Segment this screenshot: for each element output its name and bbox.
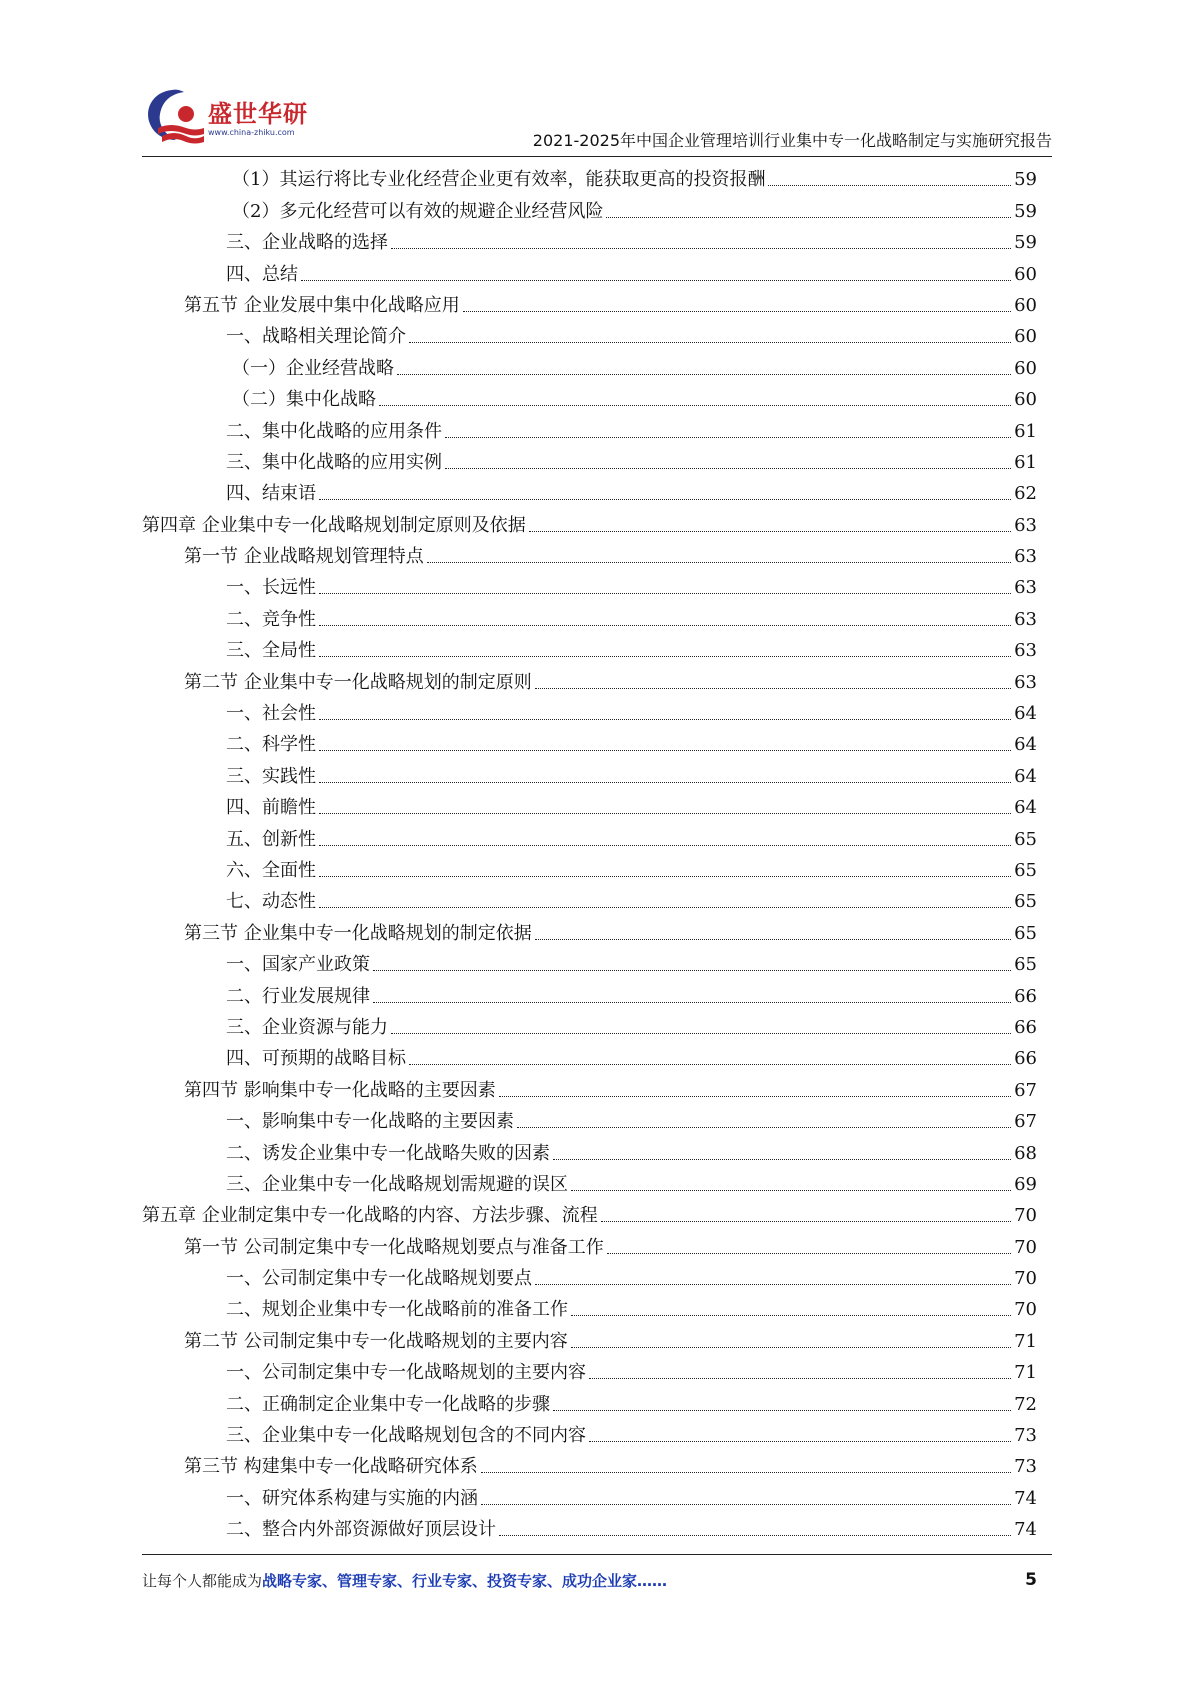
toc-entry[interactable] xyxy=(142,1040,1037,1071)
toc-entry[interactable] xyxy=(142,569,1037,600)
toc-entry[interactable] xyxy=(142,1291,1037,1322)
toc-entry-page: 71 xyxy=(1014,1362,1037,1384)
toc-entry[interactable] xyxy=(142,1354,1037,1385)
document-title: 2021-2025年中国企业管理培训行业集中专一化战略制定与实施研究报告 xyxy=(532,131,1052,150)
toc-entry[interactable] xyxy=(142,1511,1037,1542)
toc-dot-leader xyxy=(571,1315,1011,1316)
toc-entry-page: 59 xyxy=(1014,232,1037,254)
toc-dot-leader xyxy=(499,1096,1011,1097)
toc-dot-leader xyxy=(589,1378,1011,1379)
toc-entry-page: 67 xyxy=(1014,1111,1037,1133)
toc-entry-page: 64 xyxy=(1014,797,1037,819)
toc-dot-leader xyxy=(391,1033,1011,1034)
toc-entry[interactable] xyxy=(142,349,1037,380)
toc-entry-title: 第二节 企业集中专一化战略规划的制定原则 xyxy=(184,671,532,693)
toc-entry[interactable] xyxy=(142,538,1037,569)
toc-entry[interactable] xyxy=(142,852,1037,883)
toc-entry-page: 74 xyxy=(1014,1487,1037,1509)
toc-entry-title: 三、全局性 xyxy=(226,640,316,662)
toc-entry-title: 三、企业资源与能力 xyxy=(226,1016,388,1038)
toc-entry-title: 第二节 公司制定集中专一化战略规划的主要内容 xyxy=(184,1330,568,1352)
toc-entry[interactable] xyxy=(142,287,1037,318)
toc-entry[interactable] xyxy=(142,224,1037,255)
toc-entry-title: 三、企业战略的选择 xyxy=(226,232,388,254)
toc-entry[interactable] xyxy=(142,663,1037,694)
toc-entry-page: 63 xyxy=(1014,577,1037,599)
toc-entry[interactable] xyxy=(142,192,1037,223)
page-number: 5 xyxy=(1025,1570,1037,1590)
toc-entry[interactable] xyxy=(142,1322,1037,1353)
toc-dot-leader xyxy=(529,531,1011,532)
toc-dot-leader xyxy=(481,1504,1011,1505)
toc-entry-title: 第三节 企业集中专一化战略规划的制定依据 xyxy=(184,922,532,944)
toc-entry-title: 六、全面性 xyxy=(226,859,316,881)
toc-entry-title: 二、整合内外部资源做好顶层设计 xyxy=(226,1519,496,1541)
toc-entry-title: 一、战略相关理论简介 xyxy=(226,326,406,348)
toc-dot-leader xyxy=(571,1190,1011,1191)
toc-dot-leader xyxy=(319,907,1011,908)
toc-entry-title: 一、公司制定集中专一化战略规划的主要内容 xyxy=(226,1362,586,1384)
logo-emblem-icon xyxy=(142,84,206,150)
toc-entry-title: （二）集中化战略 xyxy=(232,389,376,411)
toc-entry[interactable] xyxy=(142,757,1037,788)
toc-entry[interactable] xyxy=(142,1134,1037,1165)
toc-entry-page: 65 xyxy=(1014,954,1037,976)
toc-dot-leader xyxy=(535,688,1011,689)
toc-entry[interactable] xyxy=(142,412,1037,443)
toc-entry-title: 第四节 影响集中专一化战略的主要因素 xyxy=(184,1079,496,1101)
toc-entry-title: 二、集中化战略的应用条件 xyxy=(226,420,442,442)
toc-dot-leader xyxy=(606,217,1011,218)
footer-slogan-highlight: 战略专家、管理专家、行业专家、投资专家、成功企业家…… xyxy=(262,1572,668,1590)
toc-dot-leader xyxy=(427,562,1011,563)
toc-dot-leader xyxy=(319,782,1011,783)
toc-entry-title: 一、长远性 xyxy=(226,577,316,599)
toc-entry-title: 二、行业发展规律 xyxy=(226,985,370,1007)
toc-dot-leader xyxy=(589,1441,1011,1442)
toc-dot-leader xyxy=(607,1253,1011,1254)
toc-entry[interactable] xyxy=(142,1166,1037,1197)
toc-entry[interactable] xyxy=(142,1448,1037,1479)
toc-dot-leader xyxy=(517,1127,1011,1128)
toc-entry-title: 三、企业集中专一化战略规划包含的不同内容 xyxy=(226,1425,586,1447)
toc-entry[interactable] xyxy=(142,255,1037,286)
toc-entry-page: 73 xyxy=(1014,1425,1037,1447)
toc-entry-page: 70 xyxy=(1014,1268,1037,1290)
logo-name: 盛世华研 xyxy=(208,100,308,128)
toc-entry-title: 第一节 企业战略规划管理特点 xyxy=(184,546,424,568)
toc-entry[interactable] xyxy=(142,820,1037,851)
toc-dot-leader xyxy=(379,405,1011,406)
toc-entry-title: 四、前瞻性 xyxy=(226,797,316,819)
toc-entry-title: 五、创新性 xyxy=(226,828,316,850)
toc-entry-title: （1）其运行将比专业化经营企业更有效率，能获取更高的投资报酬 xyxy=(232,169,766,191)
toc-entry-page: 65 xyxy=(1014,828,1037,850)
toc-entry[interactable] xyxy=(142,1228,1037,1259)
toc-entry-title: 七、动态性 xyxy=(226,891,316,913)
toc-entry-title: 第三节 构建集中专一化战略研究体系 xyxy=(184,1456,478,1478)
toc-entry-page: 68 xyxy=(1014,1142,1037,1164)
toc-entry[interactable] xyxy=(142,475,1037,506)
toc-entry-title: 一、公司制定集中专一化战略规划要点 xyxy=(226,1268,532,1290)
toc-entry-page: 60 xyxy=(1014,263,1037,285)
toc-entry-page: 64 xyxy=(1014,765,1037,787)
toc-entry[interactable] xyxy=(142,381,1037,412)
toc-entry-page: 60 xyxy=(1014,389,1037,411)
toc-entry-page: 63 xyxy=(1014,546,1037,568)
footer-divider xyxy=(142,1554,1052,1555)
toc-entry-page: 64 xyxy=(1014,734,1037,756)
toc-entry-page: 63 xyxy=(1014,640,1037,662)
toc-dot-leader xyxy=(499,1535,1011,1536)
toc-dot-leader xyxy=(373,970,1011,971)
page-footer xyxy=(142,1570,1037,1600)
toc-entry-page: 60 xyxy=(1014,326,1037,348)
toc-dot-leader xyxy=(601,1221,1011,1222)
toc-entry[interactable] xyxy=(142,726,1037,757)
footer-slogan-prefix: 让每个人都能成为 xyxy=(142,1572,263,1590)
toc-entry[interactable] xyxy=(142,161,1037,192)
toc-entry[interactable] xyxy=(142,977,1037,1008)
toc-dot-leader xyxy=(535,939,1011,940)
toc-entry-title: 一、影响集中专一化战略的主要因素 xyxy=(226,1111,514,1133)
toc-entry-page: 59 xyxy=(1014,200,1037,222)
toc-dot-leader xyxy=(571,1347,1011,1348)
toc-entry-title: 二、竞争性 xyxy=(226,608,316,630)
toc-entry-page: 63 xyxy=(1014,514,1037,536)
toc-dot-leader xyxy=(319,656,1011,657)
toc-entry-title: 三、集中化战略的应用实例 xyxy=(226,451,442,473)
toc-entry-page: 62 xyxy=(1014,483,1037,505)
toc-dot-leader xyxy=(481,1472,1011,1473)
toc-dot-leader xyxy=(445,437,1011,438)
toc-entry-page: 61 xyxy=(1014,420,1037,442)
toc-entry-page: 70 xyxy=(1014,1299,1037,1321)
toc-entry[interactable] xyxy=(142,1103,1037,1134)
toc-dot-leader xyxy=(553,1410,1011,1411)
toc-entry-title: 第五节 企业发展中集中化战略应用 xyxy=(184,294,460,316)
toc-dot-leader xyxy=(535,1284,1011,1285)
toc-entry-title: 二、规划企业集中专一化战略前的准备工作 xyxy=(226,1299,568,1321)
page-header xyxy=(142,80,1052,160)
toc-entry-page: 70 xyxy=(1014,1236,1037,1258)
toc-entry[interactable] xyxy=(142,1385,1037,1416)
toc-entry-title: 一、研究体系构建与实施的内涵 xyxy=(226,1487,478,1509)
toc-entry[interactable] xyxy=(142,1009,1037,1040)
toc-dot-leader xyxy=(319,625,1011,626)
toc-entry[interactable] xyxy=(142,318,1037,349)
toc-entry-page: 65 xyxy=(1014,859,1037,881)
toc-entry[interactable] xyxy=(142,883,1037,914)
toc-dot-leader xyxy=(319,845,1011,846)
toc-entry-title: 第四章 企业集中专一化战略规划制定原则及依据 xyxy=(142,514,526,536)
toc-entry[interactable] xyxy=(142,914,1037,945)
toc-dot-leader xyxy=(553,1159,1011,1160)
toc-entry-page: 63 xyxy=(1014,608,1037,630)
toc-dot-leader xyxy=(409,342,1011,343)
toc-entry-page: 73 xyxy=(1014,1456,1037,1478)
footer-slogan xyxy=(142,1570,667,1591)
toc-entry-title: 一、国家产业政策 xyxy=(226,954,370,976)
toc-dot-leader xyxy=(768,185,1011,186)
toc-entry-title: 二、诱发企业集中专一化战略失败的因素 xyxy=(226,1142,550,1164)
toc-entry[interactable] xyxy=(142,1197,1037,1228)
toc-entry-title: 二、正确制定企业集中专一化战略的步骤 xyxy=(226,1393,550,1415)
toc-dot-leader xyxy=(373,1002,1011,1003)
toc-entry-title: 第五章 企业制定集中专一化战略的内容、方法步骤、流程 xyxy=(142,1205,598,1227)
toc-entry-title: 三、实践性 xyxy=(226,765,316,787)
toc-entry[interactable] xyxy=(142,506,1037,537)
toc-entry-title: 一、社会性 xyxy=(226,703,316,725)
toc-entry[interactable] xyxy=(142,695,1037,726)
toc-entry-page: 72 xyxy=(1014,1393,1037,1415)
toc-entry[interactable] xyxy=(142,1071,1037,1102)
toc-entry-page: 70 xyxy=(1014,1205,1037,1227)
toc-dot-leader xyxy=(319,813,1011,814)
toc-dot-leader xyxy=(301,280,1011,281)
toc-entry[interactable] xyxy=(142,1260,1037,1291)
toc-entry-page: 61 xyxy=(1014,451,1037,473)
header-divider xyxy=(142,156,1052,157)
toc-entry[interactable] xyxy=(142,600,1037,631)
toc-entry-title: 二、科学性 xyxy=(226,734,316,756)
toc-entry-title: （一）企业经营战略 xyxy=(232,357,394,379)
logo-url: www.china-zhiku.com xyxy=(208,128,295,137)
toc-entry-page: 60 xyxy=(1014,357,1037,379)
toc-entry-page: 64 xyxy=(1014,703,1037,725)
toc-dot-leader xyxy=(445,468,1011,469)
toc-entry-page: 66 xyxy=(1014,985,1037,1007)
toc-dot-leader xyxy=(391,248,1011,249)
toc-entry[interactable] xyxy=(142,946,1037,977)
toc-entry-title: 三、企业集中专一化战略规划需规避的误区 xyxy=(226,1173,568,1195)
table-of-contents xyxy=(142,161,1037,1542)
toc-entry-title: 四、结束语 xyxy=(226,483,316,505)
toc-entry-page: 60 xyxy=(1014,294,1037,316)
toc-entry[interactable] xyxy=(142,444,1037,475)
toc-entry-page: 63 xyxy=(1014,671,1037,693)
toc-dot-leader xyxy=(319,719,1011,720)
toc-entry-page: 66 xyxy=(1014,1016,1037,1038)
toc-entry[interactable] xyxy=(142,1479,1037,1510)
toc-dot-leader xyxy=(319,499,1011,500)
toc-entry-page: 69 xyxy=(1014,1173,1037,1195)
toc-entry-title: （2）多元化经营可以有效的规避企业经营风险 xyxy=(232,200,604,222)
toc-dot-leader xyxy=(319,876,1011,877)
toc-dot-leader xyxy=(319,750,1011,751)
toc-entry-page: 67 xyxy=(1014,1079,1037,1101)
toc-dot-leader xyxy=(463,311,1011,312)
toc-entry-page: 74 xyxy=(1014,1519,1037,1541)
toc-entry-page: 65 xyxy=(1014,891,1037,913)
toc-entry-title: 第一节 公司制定集中专一化战略规划要点与准备工作 xyxy=(184,1236,604,1258)
company-logo xyxy=(142,84,312,150)
toc-entry-title: 四、总结 xyxy=(226,263,298,285)
toc-dot-leader xyxy=(409,1064,1011,1065)
toc-entry-title: 四、可预期的战略目标 xyxy=(226,1048,406,1070)
toc-dot-leader xyxy=(319,593,1011,594)
toc-entry-page: 71 xyxy=(1014,1330,1037,1352)
toc-entry-page: 65 xyxy=(1014,922,1037,944)
toc-entry[interactable] xyxy=(142,1417,1037,1448)
toc-entry-page: 59 xyxy=(1014,169,1037,191)
toc-dot-leader xyxy=(397,374,1011,375)
toc-entry[interactable] xyxy=(142,789,1037,820)
toc-entry-page: 66 xyxy=(1014,1048,1037,1070)
toc-entry[interactable] xyxy=(142,632,1037,663)
